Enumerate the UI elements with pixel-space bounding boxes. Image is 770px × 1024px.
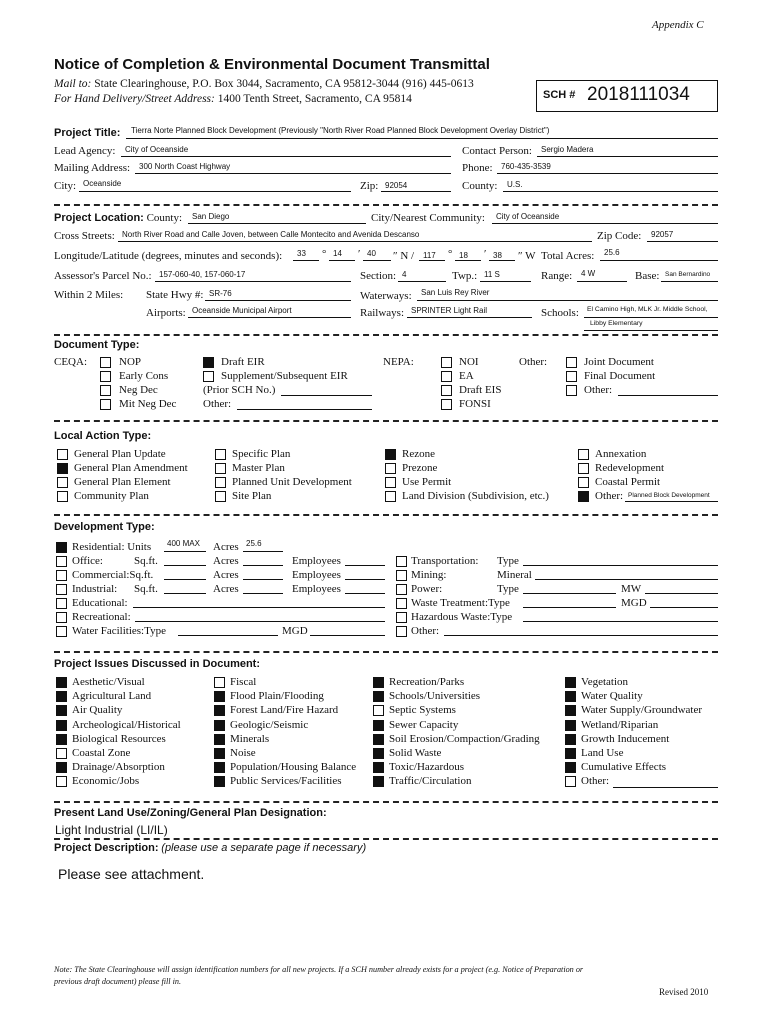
project-description-line: Project Description: (please use a separate page if necessary) (54, 842, 367, 854)
educational-checkbox[interactable] (56, 598, 67, 609)
water-facilities-checkbox[interactable] (56, 626, 67, 637)
lead-agency-field[interactable]: City of Oceanside (125, 145, 189, 154)
issue-checkbox[interactable] (565, 720, 576, 731)
office-checkbox[interactable] (56, 556, 67, 567)
commercial-checkbox[interactable] (56, 570, 67, 581)
local-action-checkbox[interactable] (385, 463, 396, 474)
residential-acres-label: Acres (213, 541, 239, 553)
issue-label: Geologic/Seismic (230, 718, 309, 731)
industrial-checkbox[interactable] (56, 584, 67, 595)
issue-label: Forest Land/Fire Hazard (230, 704, 339, 717)
phone-field[interactable]: 760-435-3539 (501, 162, 551, 171)
issue-label: Other: (581, 775, 610, 788)
neg-dec-checkbox[interactable] (100, 385, 111, 396)
transportation-label: Transportation: (411, 555, 479, 567)
issue-checkbox[interactable] (214, 776, 225, 787)
location-zip-label: Zip Code: (597, 230, 642, 242)
doc-other2-label: Other: (584, 384, 613, 396)
local-action-label: Other: (595, 490, 624, 502)
issue-label: Vegetation (581, 676, 629, 688)
final-document-label: Final Document (584, 370, 656, 382)
issue-checkbox[interactable] (214, 748, 225, 759)
final-document-checkbox[interactable] (566, 371, 577, 382)
issue-checkbox[interactable] (214, 705, 225, 716)
total-acres-label: Total Acres: (541, 250, 595, 262)
issue-label: Noise (230, 747, 256, 759)
local-action-checkbox[interactable] (578, 491, 589, 502)
issue-checkbox[interactable] (373, 748, 384, 759)
local-action-checkbox[interactable] (57, 449, 68, 460)
office-acres-label: Acres (213, 555, 239, 567)
draft-eir-label: Draft EIR (221, 356, 265, 368)
local-action-checkbox[interactable] (578, 449, 589, 460)
issue-checkbox[interactable] (565, 734, 576, 745)
fonsi-checkbox[interactable] (441, 399, 452, 410)
land-use-heading: Present Land Use/Zoning/General Plan Designation: (54, 807, 327, 819)
commercial-label: Commercial:Sq.ft. (72, 569, 154, 581)
waste-mgd-label: MGD (621, 597, 647, 609)
issue-checkbox[interactable] (214, 677, 225, 688)
local-action-checkbox[interactable] (578, 477, 589, 488)
community-label: City/Nearest Community: (371, 212, 485, 224)
county-field[interactable]: U.S. (507, 180, 523, 189)
airports-label: Airports: (146, 307, 186, 319)
zip-label: Zip: (360, 180, 379, 192)
west-label: ″ W (518, 250, 536, 262)
industrial-employees-label: Employees (292, 583, 341, 595)
project-location-line: Project Location: County: (54, 212, 183, 224)
recreational-checkbox[interactable] (56, 612, 67, 623)
waterways-field[interactable]: San Luis Rey River (421, 288, 490, 297)
local-action-checkbox[interactable] (578, 463, 589, 474)
appendix-label: Appendix C (652, 19, 704, 31)
early-cons-checkbox[interactable] (100, 371, 111, 382)
issue-checkbox[interactable] (373, 734, 384, 745)
issue-checkbox[interactable] (565, 748, 576, 759)
lat-deg-field[interactable]: 33 (297, 249, 306, 258)
issue-label: Aesthetic/Visual (72, 676, 145, 688)
latlong-label: Longitude/Latitude (degrees, minutes and seconds): (54, 250, 283, 262)
lat-sec-field[interactable]: 40 (367, 249, 376, 258)
issue-label: Flood Plain/Flooding (230, 690, 324, 703)
issue-label: Growth Inducement (581, 732, 670, 745)
local-action-other-field[interactable]: Planned Block Development (628, 492, 710, 499)
phone-label: Phone: (462, 162, 493, 174)
waste-treatment-label: Waste Treatment:Type (411, 597, 510, 609)
mail-to-line: Mail to: State Clearinghouse, P.O. Box 3044, Sacramento, CA 95812-3044 (916) 445-0613 (54, 78, 474, 90)
issue-label: Economic/Jobs (72, 775, 140, 788)
local-action-label: Coastal Permit (595, 476, 661, 488)
parcel-label: Assessor's Parcel No.: (54, 270, 152, 282)
recreational-label: Recreational: (72, 611, 131, 623)
schools-label: Schools: (541, 307, 579, 319)
lon-min-field[interactable]: 18 (459, 251, 468, 260)
commercial-acres-label: Acres (213, 569, 239, 581)
office-sqft-label: Sq.ft. (134, 555, 158, 567)
schools-field-line2[interactable]: Libby Elementary (590, 320, 643, 327)
joint-document-checkbox[interactable] (566, 357, 577, 368)
issue-checkbox[interactable] (565, 776, 576, 787)
waterways-label: Waterways: (360, 290, 412, 302)
early-cons-label: Early Cons (119, 370, 169, 382)
transportation-checkbox[interactable] (396, 556, 407, 567)
water-facilities-label: Water Facilities:Type (72, 625, 166, 637)
local-action-label: Specific Plan (232, 448, 291, 460)
footer-note-line2: previous draft document) please fill in. (54, 977, 182, 986)
issue-checkbox[interactable] (565, 691, 576, 702)
residential-checkbox[interactable] (56, 542, 67, 553)
location-county-field[interactable]: San Diego (192, 212, 230, 221)
issue-label: Population/Housing Balance (230, 761, 357, 774)
mit-neg-dec-label: Mit Neg Dec (119, 398, 177, 410)
mailing-label: Mailing Address: (54, 162, 131, 174)
issue-checkbox[interactable] (56, 691, 67, 702)
local-action-label: Land Division (Subdivision, etc.) (402, 490, 549, 502)
units-field[interactable]: 400 MAX (167, 539, 200, 548)
issue-label: Public Services/Facilities (230, 775, 342, 788)
issue-checkbox[interactable] (373, 776, 384, 787)
cross-streets-field[interactable]: North River Road and Calle Joven, between Calle Montecito and Avenida Descanso (122, 230, 420, 239)
issue-label: Water Supply/Groundwater (581, 704, 702, 717)
ea-label: EA (459, 370, 474, 382)
issue-checkbox[interactable] (214, 762, 225, 773)
issue-label: Schools/Universities (389, 690, 481, 703)
revised-label: Revised 2010 (659, 987, 709, 997)
industrial-acres-label: Acres (213, 583, 239, 595)
lon-deg-field[interactable]: 117 (423, 251, 436, 260)
range-field[interactable]: 4 W (581, 269, 596, 278)
mit-neg-dec-checkbox[interactable] (100, 399, 111, 410)
mining-label: Mining: (411, 569, 447, 581)
section-label: Section: (360, 270, 397, 282)
supplement-eir-checkbox[interactable] (203, 371, 214, 382)
noi-checkbox[interactable] (441, 357, 452, 368)
within-label: Within 2 Miles: (54, 289, 124, 301)
twp-field[interactable]: 11 S (484, 270, 500, 279)
issue-label: Cumulative Effects (581, 761, 667, 774)
ea-checkbox[interactable] (441, 371, 452, 382)
local-action-label: General Plan Amendment (74, 462, 188, 474)
location-zip-field[interactable]: 92057 (651, 230, 674, 239)
section-field[interactable]: 4 (402, 270, 407, 279)
mineral-label: Mineral (497, 569, 532, 581)
educational-label: Educational: (72, 597, 128, 609)
sch-number[interactable]: 2018111034 (587, 84, 690, 105)
issue-label: Archeological/Historical (72, 718, 181, 731)
issue-label: Drainage/Absorption (72, 761, 165, 774)
noi-label: NOI (459, 356, 479, 368)
issue-label: Minerals (230, 732, 270, 745)
issue-label: Water Quality (581, 690, 643, 703)
fonsi-label: FONSI (459, 398, 491, 410)
local-action-label: Prezone (402, 462, 438, 474)
local-action-checkbox[interactable] (57, 463, 68, 474)
mailing-field[interactable]: 300 North Coast Highway (139, 162, 231, 171)
issue-label: Biological Resources (72, 732, 166, 745)
issue-label: Land Use (581, 747, 624, 759)
hwy-label: State Hwy #: (146, 289, 204, 301)
residential-label: Residential: Units (72, 541, 152, 553)
local-action-label: Use Permit (402, 476, 452, 488)
industrial-label: Industrial: (72, 583, 118, 595)
issue-label: Toxic/Hazardous (389, 761, 464, 774)
dev-other-checkbox[interactable] (396, 626, 407, 637)
issue-checkbox[interactable] (214, 720, 225, 731)
form-title: Notice of Completion & Environmental Document Transmittal (54, 56, 490, 73)
nepa-label: NEPA: (383, 356, 414, 368)
issue-checkbox[interactable] (373, 691, 384, 702)
local-action-label: Community Plan (74, 490, 149, 502)
prior-sch-label: (Prior SCH No.) (203, 384, 276, 396)
industrial-sqft-label: Sq.ft. (134, 583, 158, 595)
issue-label: Septic Systems (389, 704, 456, 717)
sch-box (536, 80, 718, 112)
project-title-label: Project Title: (54, 127, 121, 139)
supplement-eir-label: Supplement/Subsequent EIR (221, 370, 348, 382)
airports-field[interactable]: Oceanside Municipal Airport (192, 306, 292, 315)
transportation-type-label: Type (497, 555, 519, 567)
local-action-label: Master Plan (232, 462, 285, 474)
power-label: Power: (411, 583, 443, 595)
issue-checkbox[interactable] (373, 677, 384, 688)
base-field[interactable]: San Bernardino (665, 271, 711, 278)
waste-treatment-checkbox[interactable] (396, 598, 407, 609)
issue-label: Air Quality (72, 704, 123, 717)
issue-checkbox[interactable] (373, 705, 384, 716)
contact-field[interactable]: Sergio Madera (541, 145, 594, 154)
commercial-employees-label: Employees (292, 569, 341, 581)
local-action-label: Rezone (402, 448, 435, 460)
railways-field[interactable]: SPRINTER Light Rail (411, 306, 488, 315)
issue-checkbox[interactable] (56, 776, 67, 787)
issue-checkbox[interactable] (565, 762, 576, 773)
mw-label: MW (621, 583, 642, 595)
twp-label: Twp.: (452, 270, 478, 282)
issue-label: Solid Waste (389, 747, 442, 759)
parcel-field[interactable]: 157-060-40, 157-060-17 (159, 270, 246, 279)
local-action-checkbox[interactable] (215, 491, 226, 502)
draft-eis-checkbox[interactable] (441, 385, 452, 396)
issue-checkbox[interactable] (214, 691, 225, 702)
document-type-heading: Document Type: (54, 339, 140, 351)
city-field[interactable]: Oceanside (83, 179, 122, 188)
county-label: County: (462, 180, 498, 192)
local-action-checkbox[interactable] (57, 491, 68, 502)
hwy-field[interactable]: SR-76 (209, 289, 232, 298)
issue-checkbox[interactable] (214, 734, 225, 745)
ceqa-other-label: Other: (203, 398, 232, 410)
local-action-checkbox[interactable] (215, 449, 226, 460)
local-action-label: Site Plan (232, 490, 272, 502)
mining-checkbox[interactable] (396, 570, 407, 581)
hazardous-waste-checkbox[interactable] (396, 612, 407, 623)
issue-label: Wetland/Riparian (581, 718, 659, 731)
local-action-checkbox[interactable] (215, 477, 226, 488)
hand-delivery-line: For Hand Delivery/Street Address: 1400 Tenth Street, Sacramento, CA 95814 (54, 93, 412, 105)
cross-streets-label: Cross Streets: (54, 230, 115, 242)
issue-checkbox[interactable] (373, 720, 384, 731)
issue-label: Traffic/Circulation (389, 775, 472, 788)
dev-other-label: Other: (411, 625, 440, 637)
issue-checkbox[interactable] (373, 762, 384, 773)
zip-field[interactable]: 92054 (385, 181, 408, 190)
lead-agency-label: Lead Agency: (54, 145, 116, 157)
issue-label: Sewer Capacity (389, 718, 459, 731)
issue-checkbox[interactable] (56, 748, 67, 759)
issue-label: Coastal Zone (72, 747, 131, 759)
doc-other2-checkbox[interactable] (566, 385, 577, 396)
footer-note: Note: The State Clearinghouse will assign identification numbers for all new projects. If a SCH number already exists for a project (e.g. Notice of Preparation or (54, 965, 584, 974)
local-action-checkbox[interactable] (385, 477, 396, 488)
schools-field[interactable]: El Camino High, MLK Jr. Middle School, (587, 306, 708, 313)
local-action-label: Redevelopment (595, 462, 665, 474)
issue-checkbox[interactable] (56, 677, 67, 688)
issue-label: Soil Erosion/Compaction/Grading (389, 732, 540, 745)
power-type-label: Type (497, 583, 519, 595)
issue-label: Fiscal (230, 676, 257, 688)
project-title-field[interactable]: Tierra Norte Planned Block Development (Previously "North River Road Planned Block Development Overlay District") (131, 126, 550, 135)
contact-label: Contact Person: (462, 145, 532, 157)
joint-document-label: Joint Document (584, 356, 654, 368)
north-label: ″ N / (393, 250, 415, 262)
local-action-checkbox[interactable] (57, 477, 68, 488)
lat-min-field[interactable]: 14 (333, 249, 342, 258)
lon-sec-field[interactable]: 38 (493, 251, 502, 260)
ceqa-label: CEQA: (54, 356, 87, 368)
issue-checkbox[interactable] (565, 705, 576, 716)
issue-checkbox[interactable] (565, 677, 576, 688)
range-label: Range: (541, 270, 573, 282)
issue-label: Recreation/Parks (389, 676, 465, 688)
water-mgd-label: MGD (282, 625, 308, 637)
draft-eis-label: Draft EIS (459, 384, 502, 396)
issue-label: Agricultural Land (72, 690, 152, 703)
power-checkbox[interactable] (396, 584, 407, 595)
issue-checkbox[interactable] (56, 720, 67, 731)
nop-label: NOP (119, 356, 142, 368)
local-action-label: General Plan Element (74, 476, 171, 488)
nop-checkbox[interactable] (100, 357, 111, 368)
community-field[interactable]: City of Oceanside (496, 212, 560, 221)
total-acres-field[interactable]: 25.6 (604, 248, 620, 257)
issue-checkbox[interactable] (56, 734, 67, 745)
office-label: Office: (72, 555, 103, 567)
land-use-field[interactable]: Light Industrial (LI/IL) (55, 823, 168, 837)
local-action-label: General Plan Update (74, 448, 166, 460)
railways-label: Railways: (360, 307, 404, 319)
sch-label: SCH # (543, 89, 576, 101)
draft-eir-checkbox[interactable] (203, 357, 214, 368)
city-label: City: (54, 180, 77, 192)
issue-checkbox[interactable] (56, 762, 67, 773)
local-action-label: Annexation (595, 448, 647, 460)
issue-checkbox[interactable] (56, 705, 67, 716)
hazardous-waste-label: Hazardous Waste:Type (411, 611, 513, 623)
neg-dec-label: Neg Dec (119, 384, 158, 396)
local-action-checkbox[interactable] (385, 491, 396, 502)
development-type-heading: Development Type: (54, 521, 155, 533)
base-label: Base: (635, 270, 660, 282)
local-action-checkbox[interactable] (215, 463, 226, 474)
local-action-checkbox[interactable] (385, 449, 396, 460)
office-employees-label: Employees (292, 555, 341, 567)
project-description-field[interactable]: Please see attachment. (58, 866, 205, 882)
residential-acres-field[interactable]: 25.6 (246, 539, 262, 548)
project-issues-heading: Project Issues Discussed in Document: (54, 658, 261, 670)
doc-other-label: Other: (519, 356, 548, 368)
local-action-heading: Local Action Type: (54, 430, 152, 442)
local-action-label: Planned Unit Development (232, 476, 352, 488)
